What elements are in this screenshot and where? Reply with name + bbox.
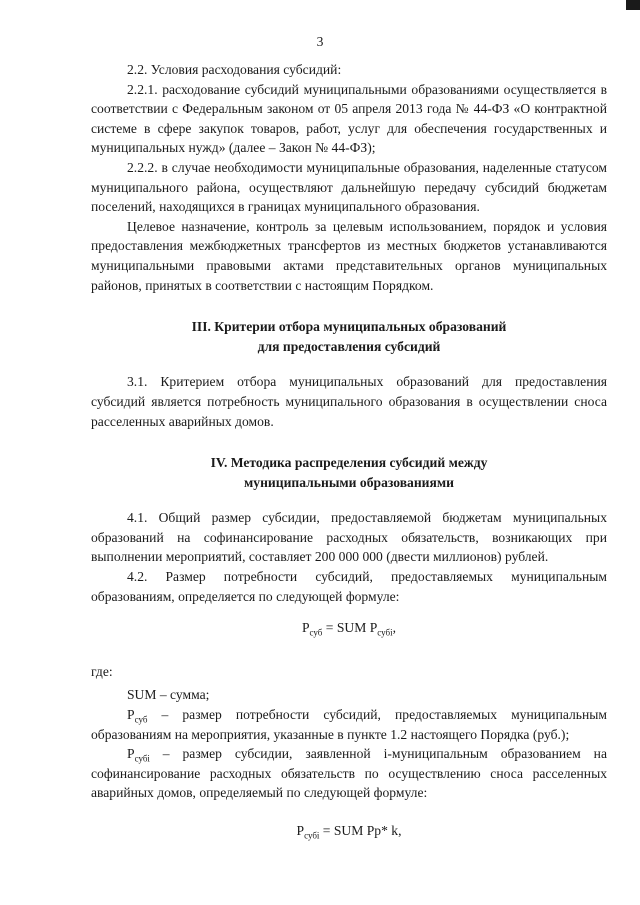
para-4-2: 4.2. Размер потребности субсидий, предоставляемых муниципальным образованиям, определяется по следующей формуле: — [91, 569, 607, 604]
page-number: 3 — [316, 34, 324, 49]
section-4-heading-line1: IV. Методика распределения субсидий между — [210, 455, 488, 471]
para-purpose: Целевое назначение, контроль за целевым использованием, порядок и условия предоставления межбюджетных трансфертов из местных бюджетов устанавливаются муниципальными правовыми актами представительных органов муниципальных районов, принятых в соответствии с настоящим Порядком. — [91, 218, 607, 293]
section-4-heading-line2: муниципальными образованиями — [244, 474, 454, 490]
formula-2: $P_{субi}$ = SUM Pp* k, — [296, 823, 402, 841]
psub-definition: $P_{суб}$ – размер потребности субсидий, предоставляемых муниципальным образованиям на мероприятия, указанные в пункте 1.2 настоящего Порядка (руб.); — [91, 707, 607, 742]
para-3-1: 3.1. Критерием отбора муниципальных образований для предоставления субсидий является потребность муниципального образования в осуществлении сноса расселенных аварийных домов. — [91, 374, 607, 429]
section-3-heading-line1: III. Критерии отбора муниципальных образований — [191, 319, 507, 335]
para-4-1: 4.1. Общий размер субсидии, предоставляемой бюджетам муниципальных образований на софинансирование расходных обязательств, возникающих при выполнении мероприятий, составляет 200 000 000 (двести миллионов) рублей. — [91, 510, 607, 565]
scan-corner-mark — [626, 0, 640, 10]
para-2-2: 2.2. Условия расходования субсидий: — [127, 62, 342, 77]
where-label: где: — [91, 663, 113, 679]
section-3-heading-line2: для предоставления субсидий — [257, 338, 441, 354]
sum-definition: SUM – сумма; — [127, 687, 210, 703]
formula-1: $P_{суб}$ = SUM $P_{субi}$, — [301, 620, 397, 638]
psubi-definition: $P_{субi}$ – размер субсидии, заявленной i-муниципальным образованием на софинансирование расходных обязательств по осуществлению сноса расселенных аварийных домов, определяемый по следующей формуле: — [91, 746, 607, 801]
document-body — [91, 60, 607, 841]
para-2-2-2: 2.2.2. в случае необходимости муниципальные образования, наделенные статусом муниципального района, осуществляют дальнейшую передачу субсидий бюджетам поселений, находящихся в границах муниципального образования. — [91, 159, 607, 215]
para-2-2-1: 2.2.1. расходование субсидий муниципальными образованиями осуществляется в соответствии с Федеральным законом от 05 апреля 2013 года № 44-ФЗ «О контрактной системе в сфере закупок товаров, работ, услуг для обеспечения государственных и муниципальных нужд» (далее – Закон № 44-ФЗ); — [91, 81, 607, 156]
